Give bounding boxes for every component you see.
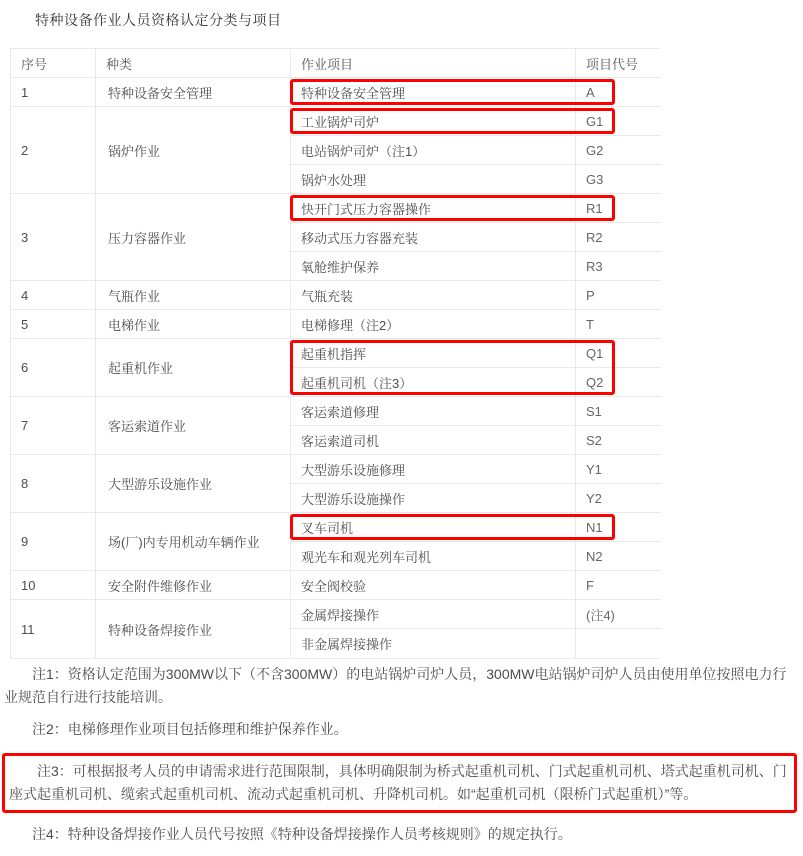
project-cell: 大型游乐设施操作 <box>291 484 576 513</box>
note-4: 注4：特种设备焊接作业人员代号按照《特种设备焊接操作人员考核规则》的规定执行。 <box>32 826 572 842</box>
project-code-cell: N1 <box>576 513 661 542</box>
project-cell: 叉车司机 <box>291 513 576 542</box>
project-code-cell: S1 <box>576 397 661 426</box>
table-grid <box>10 48 660 659</box>
project-code-cell: R2 <box>576 223 661 252</box>
project-code-cell: Y1 <box>576 455 661 484</box>
project-cell: 电站锅炉司炉（注1） <box>291 136 576 165</box>
column-header-4: 项目代号 <box>576 49 661 78</box>
project-code-cell: Y2 <box>576 484 661 513</box>
category-cell: 气瓶作业 <box>96 281 291 310</box>
project-code-cell: F <box>576 571 661 600</box>
project-cell: 大型游乐设施修理 <box>291 455 576 484</box>
row-number-cell: 4 <box>11 281 96 310</box>
project-cell: 工业锅炉司炉 <box>291 107 576 136</box>
project-code-cell: P <box>576 281 661 310</box>
category-cell: 大型游乐设施作业 <box>96 455 291 513</box>
page-title: 特种设备作业人员资格认定分类与项目 <box>35 12 282 28</box>
category-cell: 客运索道作业 <box>96 397 291 455</box>
row-number-cell: 5 <box>11 310 96 339</box>
category-cell: 特种设备安全管理 <box>96 78 291 107</box>
project-cell: 金属焊接操作 <box>291 600 576 629</box>
note-3: 注3：可根据报考人员的申请需求进行范围限制，具体明确限制为桥式起重机司机、门式起重机司机、塔式起重机司机、门座式起重机司机、缆索式起重机司机、流动式起重机司机、升降机司机。如“起重机司机（限桥门式起重机）”等。 <box>2 753 797 813</box>
row-number-cell: 11 <box>11 600 96 658</box>
project-cell: 移动式压力容器充装 <box>291 223 576 252</box>
category-cell: 压力容器作业 <box>96 194 291 281</box>
category-cell: 场(厂)内专用机动车辆作业 <box>96 513 291 571</box>
row-number-cell: 8 <box>11 455 96 513</box>
project-code-cell: (注4) <box>576 600 661 629</box>
row-number-cell: 9 <box>11 513 96 571</box>
project-code-cell: G2 <box>576 136 661 165</box>
project-code-cell: G3 <box>576 165 661 194</box>
row-number-cell: 3 <box>11 194 96 281</box>
project-code-cell: R1 <box>576 194 661 223</box>
row-number-cell: 10 <box>11 571 96 600</box>
project-code-cell: S2 <box>576 426 661 455</box>
category-cell: 起重机作业 <box>96 339 291 397</box>
project-cell: 氧舱维护保养 <box>291 252 576 281</box>
category-cell: 电梯作业 <box>96 310 291 339</box>
row-number-cell: 7 <box>11 397 96 455</box>
project-cell: 起重机司机（注3） <box>291 368 576 397</box>
project-cell: 客运索道司机 <box>291 426 576 455</box>
project-code-cell: R3 <box>576 252 661 281</box>
project-cell: 电梯修理（注2） <box>291 310 576 339</box>
row-number-cell: 1 <box>11 78 96 107</box>
category-cell: 安全附件维修作业 <box>96 571 291 600</box>
row-number-cell: 2 <box>11 107 96 194</box>
project-code-cell: G1 <box>576 107 661 136</box>
project-cell: 快开门式压力容器操作 <box>291 194 576 223</box>
note-1: 注1：资格认定范围为300MW以下（不含300MW）的电站锅炉司炉人员，300MW电站锅炉司炉人员由使用单位按照电力行业规范自行进行技能培训。 <box>4 666 787 705</box>
project-code-cell: T <box>576 310 661 339</box>
project-code-cell: A <box>576 78 661 107</box>
project-cell: 安全阀校验 <box>291 571 576 600</box>
category-cell: 特种设备焊接作业 <box>96 600 291 658</box>
project-code-cell: N2 <box>576 542 661 571</box>
project-code-cell <box>576 629 661 658</box>
project-cell: 客运索道修理 <box>291 397 576 426</box>
column-header-3: 作业项目 <box>291 49 576 78</box>
note-2: 注2：电梯修理作业项目包括修理和维护保养作业。 <box>32 721 348 737</box>
row-number-cell: 6 <box>11 339 96 397</box>
category-cell: 锅炉作业 <box>96 107 291 194</box>
project-cell: 特种设备安全管理 <box>291 78 576 107</box>
project-cell: 观光车和观光列车司机 <box>291 542 576 571</box>
column-header-2: 种类 <box>96 49 291 78</box>
project-code-cell: Q2 <box>576 368 661 397</box>
qualification-table <box>10 48 660 659</box>
project-cell: 非金属焊接操作 <box>291 629 576 658</box>
column-header-1: 序号 <box>11 49 96 78</box>
project-cell: 锅炉水处理 <box>291 165 576 194</box>
project-cell: 起重机指挥 <box>291 339 576 368</box>
notes-section <box>2 663 797 855</box>
project-code-cell: Q1 <box>576 339 661 368</box>
project-cell: 气瓶充装 <box>291 281 576 310</box>
